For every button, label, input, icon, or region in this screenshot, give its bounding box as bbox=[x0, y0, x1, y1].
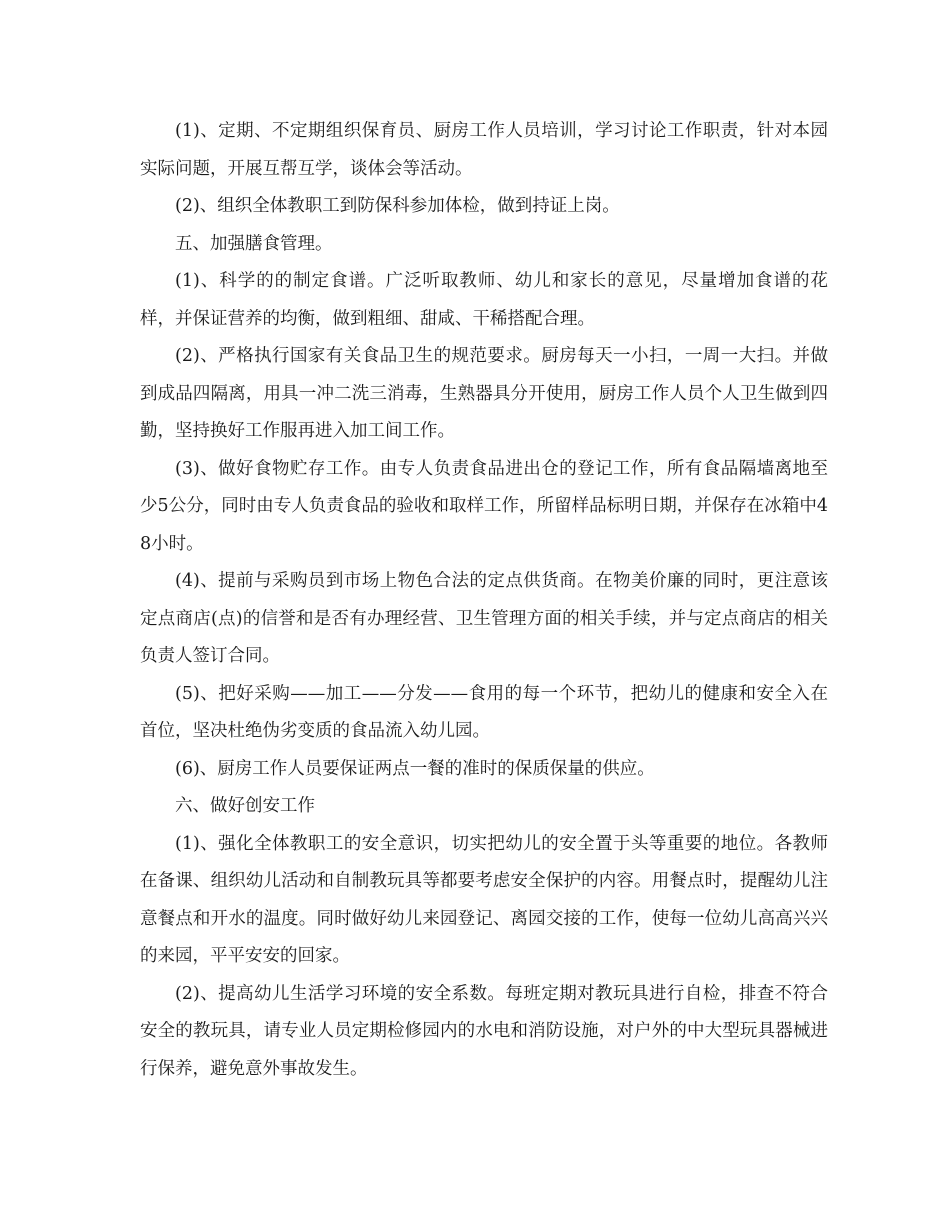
paragraph-storage: (3)、做好食物贮存工作。由专人负责食品进出仓的登记工作，所有食品隔墙离地至少5公分，同时由专人负责食品的验收和取样工作，所留样品标明日期，并保存在冰箱中48小时。 bbox=[140, 458, 828, 554]
paragraph-procurement: (5)、把好采购——加工——分发——食用的每一个环节，把幼儿的健康和安全入在首位，坚决杜绝伪劣变质的食品流入幼儿园。 bbox=[140, 683, 828, 741]
paragraph-safety-awareness: (1)、强化全体教职工的安全意识，切实把幼儿的安全置于头等重要的地位。各教师在备课、组织幼儿活动和自制教玩具等都要考虑安全保护的内容。用餐点时，提醒幼儿注意餐点和开水的温度。同时做好幼儿来园登记、离园交接的工作，使每一位幼儿高高兴兴的来园，平平安安的回家。 bbox=[140, 833, 828, 966]
paragraph-supplier: (4)、提前与采购员到市场上物色合法的定点供货商。在物美价廉的同时，更注意该定点商店(点)的信誉和是否有办理经营、卫生管理方面的相关手续，并与定点商店的相关负责人签订合同。 bbox=[140, 571, 828, 666]
paragraph-hygiene: (2)、严格执行国家有关食品卫生的规范要求。厨房每天一小扫，一周一大扫。并做到成品四隔离，用具一冲二洗三消毒，生熟器具分开使用，厨房工作人员个人卫生做到四勤，坚持换好工作服再进入加工间工作。 bbox=[140, 346, 828, 441]
paragraph-meal-supply: (6)、厨房工作人员要保证两点一餐的准时的保质保量的供应。 bbox=[175, 758, 655, 779]
section-heading-safety: 六、做好创安工作 bbox=[175, 796, 315, 816]
paragraph-safety-environment: (2)、提高幼儿生活学习环境的安全系数。每班定期对教玩具进行自检，排查不符合安全的教玩具，请专业人员定期检修园内的水电和消防设施，对户外的中大型玩具器械进行保养，避免意外事故发生。 bbox=[140, 983, 828, 1079]
paragraph-training: (1)、定期、不定期组织保育员、厨房工作人员培训，学习讨论工作职责，针对本园实际问题，开展互帮互学，谈体会等活动。 bbox=[140, 121, 828, 179]
paragraph-health-check: (2)、组织全体教职工到防保科参加体检，做到持证上岗。 bbox=[175, 196, 620, 216]
document-body bbox=[140, 113, 828, 1088]
paragraph-menu: (1)、科学的的制定食谱。广泛听取教师、幼儿和家长的意见，尽量增加食谱的花样，并保证营养的均衡，做到粗细、甜咸、干稀搭配合理。 bbox=[140, 271, 828, 329]
section-heading-diet: 五、加强膳食管理。 bbox=[175, 233, 333, 254]
